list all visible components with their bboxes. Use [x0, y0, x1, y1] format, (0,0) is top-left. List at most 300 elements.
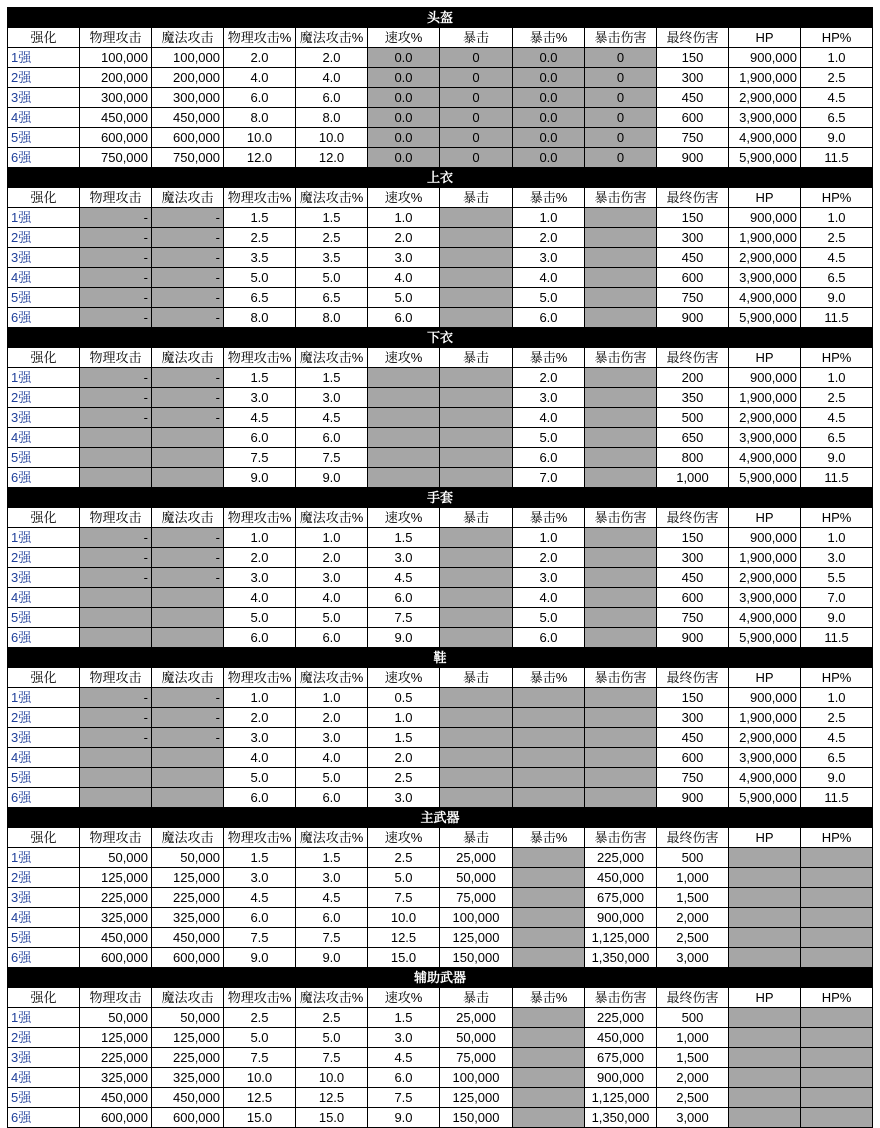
column-header: 暴击% [513, 188, 585, 208]
table-row [8, 368, 873, 388]
column-header: 物理攻击% [224, 188, 296, 208]
stat-cell: 9.0 [801, 608, 873, 628]
table-row [8, 1068, 873, 1088]
stat-cell [585, 448, 657, 468]
column-header: 物理攻击 [80, 828, 152, 848]
level-cell: 3强 [8, 1048, 80, 1068]
stat-cell: 750 [657, 608, 729, 628]
stat-cell [729, 868, 801, 888]
stat-cell: 450,000 [152, 108, 224, 128]
stat-cell: 750,000 [80, 148, 152, 168]
stat-cell: 600 [657, 108, 729, 128]
stat-cell: 2.5 [801, 228, 873, 248]
stat-cell [513, 868, 585, 888]
stat-cell: 7.5 [368, 888, 440, 908]
column-header: 物理攻击 [80, 508, 152, 528]
column-header: 物理攻击% [224, 668, 296, 688]
stat-cell: 7.5 [368, 608, 440, 628]
column-header: HP [729, 188, 801, 208]
level-cell: 5强 [8, 1088, 80, 1108]
stat-cell: 2.0 [296, 548, 368, 568]
stat-cell: 675,000 [585, 888, 657, 908]
stat-cell: 3.0 [368, 1028, 440, 1048]
column-header: 物理攻击% [224, 28, 296, 48]
level-cell: 2强 [8, 228, 80, 248]
stat-cell [368, 448, 440, 468]
column-header-row [8, 28, 873, 48]
stat-cell [80, 748, 152, 768]
stat-cell: 5,900,000 [729, 468, 801, 488]
stat-cell: 5.0 [224, 1028, 296, 1048]
stat-cell [585, 688, 657, 708]
stat-cell [729, 928, 801, 948]
column-header: 魔法攻击% [296, 668, 368, 688]
stat-cell: 4.0 [513, 268, 585, 288]
stat-cell [513, 1108, 585, 1128]
stat-cell: 225,000 [152, 888, 224, 908]
section-title-row [8, 168, 873, 188]
stat-cell: 0.0 [513, 68, 585, 88]
table-row [8, 728, 873, 748]
stat-cell: - [80, 728, 152, 748]
stat-cell: 2.5 [801, 708, 873, 728]
stat-cell [585, 588, 657, 608]
column-header: 最终伤害 [657, 348, 729, 368]
column-header: 魔法攻击 [152, 188, 224, 208]
stat-cell: - [80, 408, 152, 428]
stat-cell: 3,000 [657, 1108, 729, 1128]
stat-cell: 1.0 [224, 688, 296, 708]
table-row [8, 928, 873, 948]
stat-cell: 2,000 [657, 1068, 729, 1088]
column-header: HP% [801, 508, 873, 528]
stat-cell: 600 [657, 748, 729, 768]
column-header: 物理攻击 [80, 988, 152, 1008]
stat-cell: 0.5 [368, 688, 440, 708]
column-header: 最终伤害 [657, 668, 729, 688]
stat-cell: 6.0 [513, 308, 585, 328]
stat-cell: - [152, 228, 224, 248]
stat-cell: 6.0 [296, 88, 368, 108]
stat-cell: - [152, 308, 224, 328]
stat-cell: 4.5 [801, 728, 873, 748]
stat-cell: 300 [657, 548, 729, 568]
stat-cell: 0 [440, 148, 513, 168]
stat-cell: 450 [657, 728, 729, 748]
table-row [8, 748, 873, 768]
stat-cell: 1,350,000 [585, 1108, 657, 1128]
stat-cell: 3,000 [657, 948, 729, 968]
stat-cell: 10.0 [368, 908, 440, 928]
stat-cell: 900,000 [585, 1068, 657, 1088]
stat-cell: - [152, 408, 224, 428]
stat-cell: 9.0 [801, 288, 873, 308]
stat-cell: 6.5 [801, 428, 873, 448]
column-header-row [8, 668, 873, 688]
table-row [8, 1008, 873, 1028]
table-row [8, 108, 873, 128]
column-header: 暴击% [513, 348, 585, 368]
stat-cell: 8.0 [224, 308, 296, 328]
stat-cell: 1,000 [657, 468, 729, 488]
stat-cell: 2,500 [657, 928, 729, 948]
stat-cell: 3.0 [224, 568, 296, 588]
column-header: 最终伤害 [657, 508, 729, 528]
stat-cell [440, 728, 513, 748]
level-cell: 2强 [8, 68, 80, 88]
stat-cell: 11.5 [801, 628, 873, 648]
stat-cell: 5.0 [513, 288, 585, 308]
column-header: 速攻% [368, 988, 440, 1008]
stat-cell: 1.0 [296, 688, 368, 708]
stat-cell: 2,500 [657, 1088, 729, 1108]
stat-cell: 1.5 [296, 208, 368, 228]
column-header: 魔法攻击 [152, 988, 224, 1008]
stat-cell: 1.5 [224, 848, 296, 868]
stat-cell: 2.0 [224, 708, 296, 728]
stat-cell: 150 [657, 48, 729, 68]
stat-cell [729, 1108, 801, 1128]
stat-cell: 1.5 [296, 848, 368, 868]
stat-cell [585, 528, 657, 548]
stat-cell [585, 228, 657, 248]
level-cell: 5强 [8, 768, 80, 788]
stat-cell [513, 688, 585, 708]
level-cell: 1强 [8, 1008, 80, 1028]
stat-cell: 10.0 [296, 1068, 368, 1088]
column-header: 暴击% [513, 28, 585, 48]
stat-cell: 0.0 [368, 48, 440, 68]
column-header: 魔法攻击% [296, 348, 368, 368]
stat-cell: 11.5 [801, 148, 873, 168]
column-header: 速攻% [368, 348, 440, 368]
stat-cell: 0 [440, 48, 513, 68]
stat-cell: 800 [657, 448, 729, 468]
column-header: HP% [801, 188, 873, 208]
stat-cell: 4.0 [296, 68, 368, 88]
stat-cell: 600 [657, 588, 729, 608]
stat-cell [440, 268, 513, 288]
stat-cell [729, 1028, 801, 1048]
level-cell: 4强 [8, 908, 80, 928]
column-header: 暴击 [440, 828, 513, 848]
column-header: 强化 [8, 188, 80, 208]
stat-cell: 150 [657, 208, 729, 228]
stat-cell [585, 628, 657, 648]
column-header: 物理攻击 [80, 28, 152, 48]
stat-cell: 1.0 [801, 368, 873, 388]
section-title-row [8, 968, 873, 988]
level-cell: 2强 [8, 708, 80, 728]
level-cell: 5强 [8, 128, 80, 148]
stat-cell: 900 [657, 148, 729, 168]
column-header: 速攻% [368, 508, 440, 528]
section-title-row [8, 808, 873, 828]
table-row [8, 428, 873, 448]
table-row [8, 248, 873, 268]
stat-cell: 1,500 [657, 1048, 729, 1068]
level-cell: 6强 [8, 308, 80, 328]
stat-cell: 450 [657, 568, 729, 588]
stat-cell: 0.0 [513, 88, 585, 108]
stat-cell [801, 868, 873, 888]
stat-cell: - [152, 688, 224, 708]
stat-cell: 0.0 [513, 128, 585, 148]
stat-cell [440, 308, 513, 328]
stat-cell: 450,000 [80, 1088, 152, 1108]
stat-cell [801, 848, 873, 868]
stat-cell: 5.0 [224, 608, 296, 628]
stat-cell: 6.0 [368, 588, 440, 608]
column-header: 暴击伤害 [585, 348, 657, 368]
column-header: 强化 [8, 828, 80, 848]
section-title-row [8, 328, 873, 348]
stat-cell [368, 388, 440, 408]
stat-cell: - [152, 388, 224, 408]
stat-cell: 100,000 [80, 48, 152, 68]
level-cell: 6强 [8, 148, 80, 168]
stat-cell: 7.5 [224, 1048, 296, 1068]
stat-cell: 12.0 [224, 148, 296, 168]
column-header: 暴击 [440, 668, 513, 688]
stat-cell: 0 [585, 148, 657, 168]
table-row [8, 288, 873, 308]
section-title: 下衣 [8, 328, 873, 348]
level-cell: 1强 [8, 48, 80, 68]
stat-cell [585, 208, 657, 228]
stat-cell [440, 448, 513, 468]
stat-cell: 5.0 [296, 1028, 368, 1048]
stat-cell [585, 548, 657, 568]
stat-cell: 500 [657, 1008, 729, 1028]
table-row [8, 68, 873, 88]
stat-cell: 900,000 [729, 528, 801, 548]
stat-cell: 15.0 [296, 1108, 368, 1128]
stat-cell: 1.0 [513, 528, 585, 548]
table-row [8, 588, 873, 608]
stat-cell: 900,000 [729, 368, 801, 388]
stat-cell: 0.0 [368, 128, 440, 148]
stat-cell [440, 608, 513, 628]
stat-cell: 4.0 [296, 588, 368, 608]
stat-cell: 0.0 [368, 148, 440, 168]
stat-cell [801, 948, 873, 968]
stat-cell: 125,000 [80, 868, 152, 888]
stat-cell: - [80, 248, 152, 268]
stat-cell: - [80, 708, 152, 728]
stat-cell: - [80, 568, 152, 588]
stat-cell: 50,000 [152, 1008, 224, 1028]
stat-cell: 300 [657, 228, 729, 248]
stat-cell [440, 688, 513, 708]
stat-cell: 2.5 [224, 228, 296, 248]
stat-cell: 500 [657, 408, 729, 428]
stat-cell: 3.0 [296, 728, 368, 748]
stat-cell: 4.0 [224, 748, 296, 768]
stat-cell: 15.0 [368, 948, 440, 968]
column-header-row [8, 508, 873, 528]
stat-cell [440, 368, 513, 388]
stat-cell [152, 768, 224, 788]
stat-cell: 200,000 [152, 68, 224, 88]
table-row [8, 768, 873, 788]
stat-cell: 100,000 [152, 48, 224, 68]
stat-cell: 4.0 [513, 588, 585, 608]
stat-cell: 450,000 [585, 1028, 657, 1048]
stat-cell: 12.5 [224, 1088, 296, 1108]
column-header: HP% [801, 988, 873, 1008]
stat-cell: 2,900,000 [729, 408, 801, 428]
column-header: 物理攻击% [224, 348, 296, 368]
stat-cell: 750,000 [152, 148, 224, 168]
stat-cell [440, 548, 513, 568]
stat-cell: 450 [657, 248, 729, 268]
stat-cell: 750 [657, 128, 729, 148]
section-title: 手套 [8, 488, 873, 508]
stat-cell: 2.5 [368, 768, 440, 788]
stat-cell [801, 1048, 873, 1068]
stat-cell: 5.0 [224, 768, 296, 788]
stat-cell: 8.0 [296, 308, 368, 328]
table-row [8, 208, 873, 228]
stat-cell: 3.0 [368, 248, 440, 268]
column-header: 魔法攻击% [296, 828, 368, 848]
stat-cell [729, 888, 801, 908]
stat-cell: 5.0 [224, 268, 296, 288]
stat-cell: 900 [657, 788, 729, 808]
stat-cell: 7.5 [296, 1048, 368, 1068]
stat-cell: 6.5 [801, 268, 873, 288]
stat-cell: 3,900,000 [729, 268, 801, 288]
column-header: 最终伤害 [657, 988, 729, 1008]
level-cell: 6强 [8, 948, 80, 968]
stat-cell: - [152, 268, 224, 288]
stat-cell: 225,000 [585, 848, 657, 868]
stat-cell [152, 468, 224, 488]
stat-cell: 5,900,000 [729, 148, 801, 168]
stat-cell [152, 588, 224, 608]
table-row [8, 128, 873, 148]
stat-cell: 0.0 [513, 148, 585, 168]
stat-cell: 1.5 [224, 368, 296, 388]
stat-cell: 4.0 [224, 68, 296, 88]
stat-cell: 5,900,000 [729, 628, 801, 648]
stat-cell: 25,000 [440, 1008, 513, 1028]
stat-cell: 6.0 [296, 628, 368, 648]
stat-cell: 12.5 [368, 928, 440, 948]
stat-cell: 50,000 [440, 1028, 513, 1048]
stat-cell [152, 608, 224, 628]
column-header: 速攻% [368, 28, 440, 48]
stat-cell: 600 [657, 268, 729, 288]
level-cell: 5强 [8, 928, 80, 948]
table-row [8, 308, 873, 328]
stat-cell: 1.0 [368, 208, 440, 228]
stat-cell: 2.5 [801, 68, 873, 88]
stat-cell [801, 1028, 873, 1048]
stat-cell: 450 [657, 88, 729, 108]
stat-cell [801, 1108, 873, 1128]
stat-cell [440, 428, 513, 448]
column-header: 暴击伤害 [585, 28, 657, 48]
stat-cell [801, 1088, 873, 1108]
stat-cell: 3.0 [368, 788, 440, 808]
column-header-row [8, 828, 873, 848]
stat-cell: 4.5 [801, 88, 873, 108]
stat-cell [513, 928, 585, 948]
stat-cell [80, 588, 152, 608]
stat-cell: 3,900,000 [729, 428, 801, 448]
level-cell: 1强 [8, 208, 80, 228]
column-header: 暴击 [440, 348, 513, 368]
column-header: HP [729, 988, 801, 1008]
column-header: 物理攻击% [224, 828, 296, 848]
stat-cell: 5.0 [296, 608, 368, 628]
stat-cell: 8.0 [224, 108, 296, 128]
stat-cell: 4.5 [801, 248, 873, 268]
stat-cell: 1,125,000 [585, 928, 657, 948]
stat-cell: 12.0 [296, 148, 368, 168]
stat-cell: 6.0 [296, 428, 368, 448]
level-cell: 3强 [8, 888, 80, 908]
stat-cell: 10.0 [296, 128, 368, 148]
stat-cell: 3.5 [296, 248, 368, 268]
table-row [8, 628, 873, 648]
stat-cell: 3.0 [513, 388, 585, 408]
stat-cell [585, 308, 657, 328]
stat-cell: 5.0 [513, 608, 585, 628]
stat-cell: 600,000 [152, 128, 224, 148]
stat-cell: 3.0 [513, 248, 585, 268]
stat-cell: 3.0 [368, 548, 440, 568]
stat-cell: 6.0 [224, 428, 296, 448]
stat-cell: 6.0 [224, 788, 296, 808]
stat-cell: 0 [440, 128, 513, 148]
stat-cell [513, 888, 585, 908]
stat-cell: 5,900,000 [729, 308, 801, 328]
column-header: HP [729, 828, 801, 848]
stat-cell: 0 [585, 108, 657, 128]
column-header: HP% [801, 668, 873, 688]
stat-cell: 2.5 [801, 388, 873, 408]
column-header: 暴击% [513, 508, 585, 528]
stat-cell: 6.0 [224, 88, 296, 108]
table-row [8, 568, 873, 588]
level-cell: 4强 [8, 428, 80, 448]
column-header: HP% [801, 28, 873, 48]
stat-cell: 2,900,000 [729, 568, 801, 588]
stat-cell: 3,900,000 [729, 748, 801, 768]
stat-cell [440, 708, 513, 728]
column-header: 暴击伤害 [585, 988, 657, 1008]
table-row [8, 1088, 873, 1108]
stat-cell: 2.0 [368, 228, 440, 248]
column-header: 暴击伤害 [585, 828, 657, 848]
stat-cell [80, 608, 152, 628]
stat-cell [801, 1008, 873, 1028]
stat-cell: 9.0 [368, 1108, 440, 1128]
stat-cell: 10.0 [224, 128, 296, 148]
stat-cell: 325,000 [152, 1068, 224, 1088]
section-title: 头盔 [8, 8, 873, 28]
stat-cell: 4.0 [296, 748, 368, 768]
stat-cell: 100,000 [440, 1068, 513, 1088]
table-row [8, 268, 873, 288]
stat-cell: 9.0 [368, 628, 440, 648]
section-title-row [8, 8, 873, 28]
stat-cell: 900,000 [729, 208, 801, 228]
stat-cell: 900,000 [729, 48, 801, 68]
